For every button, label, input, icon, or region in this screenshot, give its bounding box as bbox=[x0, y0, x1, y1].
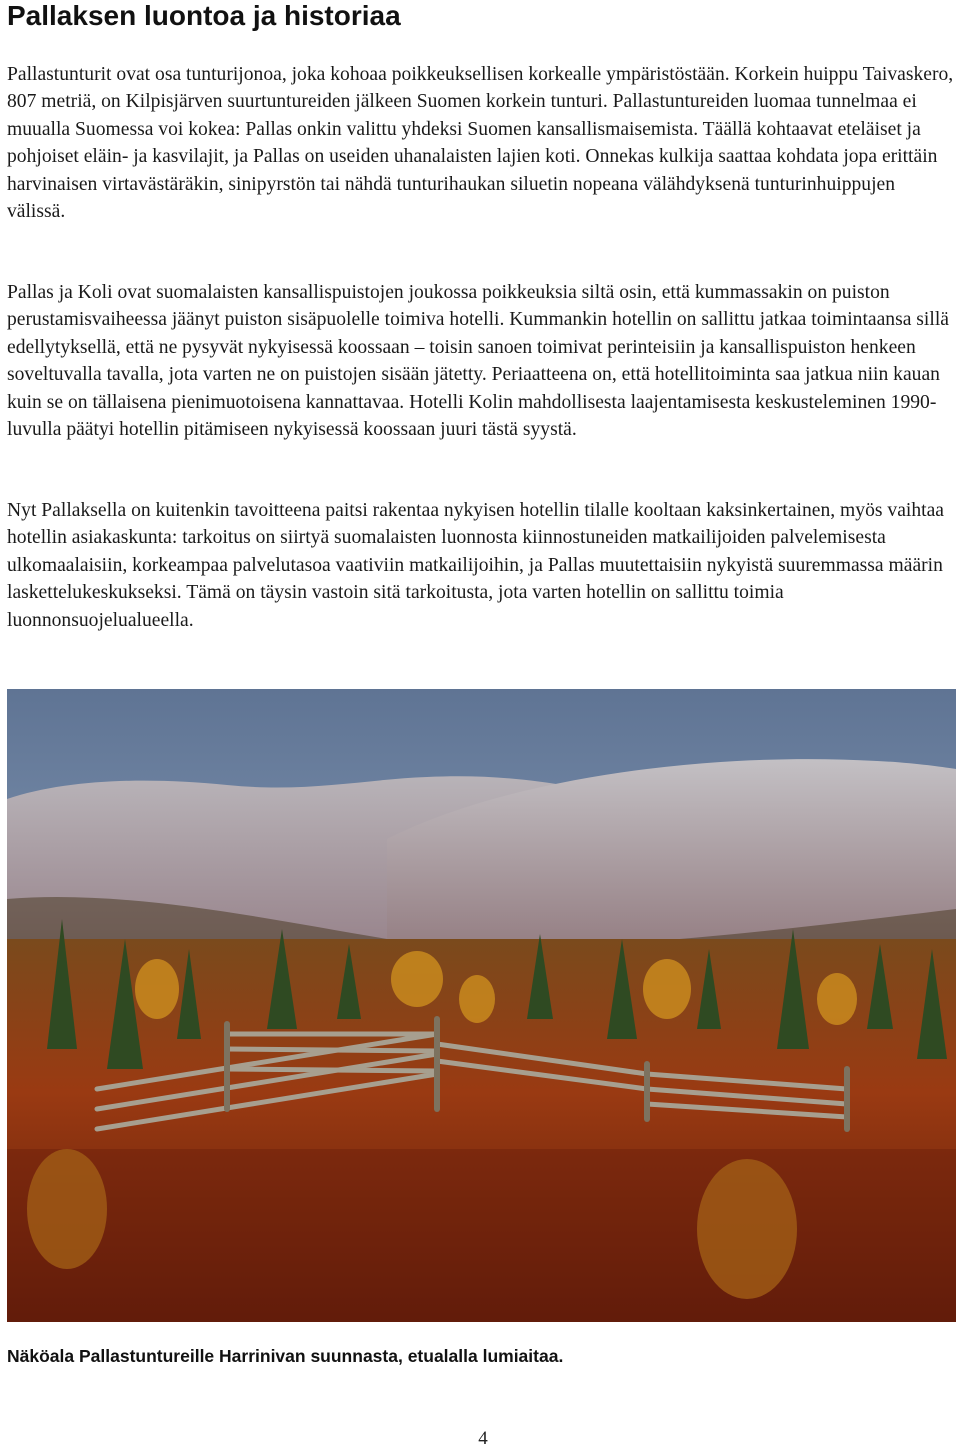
page-title: Pallaksen luontoa ja historiaa bbox=[7, 0, 401, 31]
paragraph-plans: Nyt Pallaksella on kuitenkin tavoitteena paitsi rakentaa nykyisen hotellin tilalle kooltaan kaksinkertainen, myös vaihtaa hotellin asiakaskunta: tarkoitus on siirtyä suomalaisten luonnosta kiinnostuneiden matkailijoiden palvelemisesta ulkomaalaisiin, korkeampaa palvelutasoa vaativiin matkailijoihin, ja Pallas muutettaisiin nykyistä suuremmassa määrin laskettelukeskukseksi. Tämä on täysin vastoin sitä tarkoitusta, jota varten hotellin on sallittu toimia luonnonsuojelualueella. bbox=[7, 500, 944, 631]
landscape-illustration bbox=[7, 689, 956, 1322]
photo-caption: Näköala Pallastuntureille Harrinivan suunnasta, etualalla lumiaitaa. bbox=[7, 1346, 564, 1366]
landscape-photo bbox=[7, 689, 956, 1322]
paragraph-hotels: Pallas ja Koli ovat suomalaisten kansallispuistojen joukossa poikkeuksia siltä osin, että kummassakin on puiston perustamisvaiheessa jäänyt puiston sisäpuolelle toimiva hotelli. Kummankin hotellin on sallittu jatkaa toimintaansa sillä edellytyksellä, että ne pysyvät nykyisessä koossaan – toisin sanoen toimivat perinteisiin ja kansallispuiston henkeen soveltuvalla tavalla, jota varten ne on puistojen sisään jätetty. Periaatteena on, että hotellitoiminta saa jatkua niin kauan kuin se on tällaisena pienimuotoisena kannattavaa. Hotelli Kolin mahdollisesta laajentamisesta keskusteleminen 1990-luvulla päätyi hotellin pitämiseen nykyisessä koossaan juuri tästä syystä. bbox=[7, 282, 949, 441]
page-number: 4 bbox=[478, 1428, 488, 1449]
paragraph-nature: Pallastunturit ovat osa tunturijonoa, joka kohoaa poikkeuksellisen korkealle ympäristöstään. Korkein huippu Taivaskero, 807 metriä, on Kilpisjärven suurtuntureiden jälkeen Suomen korkein tunturi. Pallastuntureiden luomaa tunnelmaa ei muualla Suomessa voi kokea: Pallas onkin valittu yhdeksi Suomen kansallismaisemista. Täällä kohtaavat eteläiset ja pohjoiset eläin- ja kasvilajit, ja Pallas on useiden uhanalaisten lajien koti. Onnekas kulkija saattaa kohdata jopa erittäin harvinaisen virtavästäräkin, sinipyrstön tai nähdä tunturihaukan siluetin nopeana välähdyksenä tunturinhuippujen välissä. bbox=[7, 64, 954, 223]
